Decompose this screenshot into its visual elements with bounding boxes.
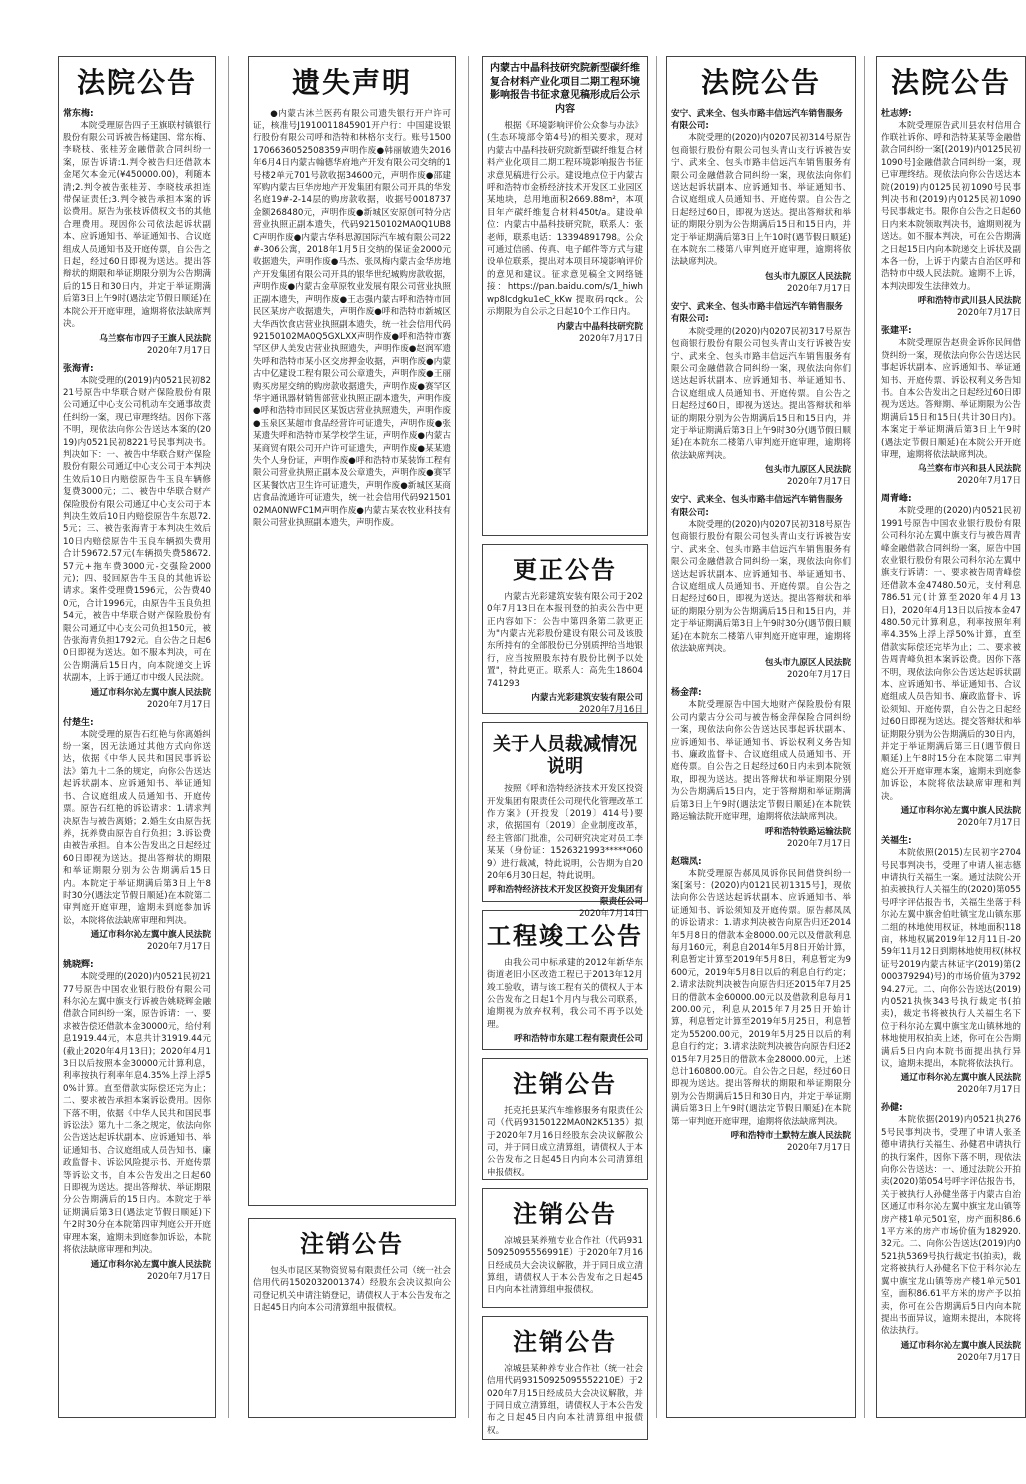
notice-addressee: 杨金萍: <box>671 688 702 699</box>
court-notices-column-5 <box>876 56 1026 1418</box>
column-divider <box>228 56 229 1418</box>
col4-title: 法院公告 <box>700 66 821 99</box>
layoff-date: 2020年7月14日 <box>578 909 643 920</box>
cancel-notice-body: 托克托县某汽车维修服务有限责任公司（代码93150122MA0N2K5135）拟于2020年7月16日经股东会决议解散公司，并于同日成立清算组，请债权人于本公告发布之日起45日内向本公司清算组申报债权。 <box>487 1105 643 1178</box>
notice-addressee: 张海青: <box>63 363 94 374</box>
notice-body: 本院受理的(2020)内0207民初314号原告包商银行股份有限公司包头青山支行诉被告安宁、武来全、包头市路丰信远汽车销售服务有限公司金融借款合同纠纷一案，现依法向你们送达起诉状副本、应诉通知书、举证通知书、合议庭组成人员通知书、开庭传票。自公告之日起经过60日，即视为送达。提出答辩状和举证的期限分别为公告期满后15日和15日内，并定于举证期满后第3日上午10时(遇节假日顺延)在本院东二楼第八审判庭开庭审理，逾期将依法缺席判决。 <box>671 133 851 268</box>
notice-body: 本院受理的(2020)内0521民初1991号原告中国农业银行股份有限公司科尔沁左翼中旗支行与被告周青峰金融借款合同纠纷一案，原告中国农业银行股份有限公司科尔沁左翼中旗支行诉请：一、要求被告周青峰偿还借款本金47480.50元，支付利息786.51元(计算至2020年4月13日)，2020年4月13日以后按本金47480.50元计算利息，利率按照年利率4.35%上浮上浮50%计算，直至借款实际偿还完毕为止；二、要求被告周青峰负担本案诉讼费。因你下落不明，现依法向你公告送达起诉状副本、应诉通知书、举证通知书、合议庭组成人员告知书、廉政监督卡、诉讼须知、开庭传票，自公告之日起经过60日即视为送达。提交答辩状和举证期限分别为公告期满后的30日内，并定于举证期满后第三日(遇节假日顺延)上午8时15分在本院第二审判庭公开开庭审理本案，逾期未到庭参加诉讼，本院将依法缺席审理和判决。 <box>881 506 1021 802</box>
notice-court: 通辽市科尔沁左翼中旗人民法院 <box>90 687 211 698</box>
col5-title: 法院公告 <box>890 66 1011 99</box>
notice-body: 本院受理原告郝凤凤诉你民间借贷纠纷一案[案号：(2020)内0121民初1315号]，现依法向你公告送达起诉状副本、应诉通知书、举证通知书、诉讼须知及开庭传票。原告郝凤凤的诉讼请求：1.请求判决被告向原告归还2014年5月8日的借款本金8000.00元以及借款利息每月160元，利息自2014年5月8日开始计算，利息暂定计算至2019年5月8日，利息暂定为9600元，2019年5月8日以后的利息自行约定；2.请求法院判决被告向原告归还2015年7月25日的借款本金60000.00元以及借款利息每月1200.00元，利息从2015年7月25日开始计算，利息暂定计算至2019年5月25日，利息暂定为55200.00元，2019年5月25日以后的利息自行约定；3.请求法院判决被告向原告归还2015年7月25日的借款本金28000.00元，上述总计160800.00元。自公告之日起，经过60日即视为送达。提出答辩状的期限和举证期限分别为公告期满后15日和30日内，并定于举证期满后第3日上午9时(遇法定节假日顺延)在本院第一审判庭开庭审理，逾期将依法缺席判决。 <box>671 868 851 1127</box>
correction-date: 2020年7月16日 <box>578 705 643 716</box>
column-divider <box>864 56 865 1418</box>
col1-notice <box>63 959 211 1282</box>
notice-addressee: 安宁、武来全、包头市路丰信远汽车销售服务有限公司: <box>671 301 843 325</box>
column-divider <box>468 56 469 1418</box>
notice-date: 2020年7月17日 <box>786 477 851 488</box>
notice-court: 乌兰察布市四子王旗人民法院 <box>99 333 211 344</box>
correction-body: 内蒙古光彩建筑安装有限公司于2020年7月13日在本报刊登的拍卖公告中更正内容如下：公告中第四条第二款更正为"内蒙古光彩股份建设有限公司及该股东所持有的全部股份已分别质押给当地银行，应当按照股东持有股份比例予以处置"，特此更正。联系人：高先生18604741293 <box>487 591 643 689</box>
notice-addressee: 安宁、武来全、包头市路丰信远汽车销售服务有限公司: <box>671 108 843 131</box>
col5-notice <box>881 835 1021 1096</box>
layoff-notice-box <box>482 722 648 920</box>
notice-court: 包头市九原区人民法院 <box>765 465 851 476</box>
col1-notice <box>63 717 211 954</box>
notice-addressee: 常东梅: <box>63 108 94 119</box>
notice-body: 本院受理原告赵贵金诉你民间借贷纠纷一案，现依法向你公告送达民事起诉状副本、应诉通知书、举证通知书、开庭传票、诉讼权利义务告知书。自本公告发出之日起经过60日即视为送达。答辩期、举证期限为公告期满后15日和15日(共计30日内)。本案定于举证期满后第3日上午9时(遇法定节假日顺延)在本院公开开庭审理，逾期将依法缺席判决。 <box>881 338 1021 460</box>
court-notices-column-1 <box>58 56 216 1418</box>
notice-body: 本院受理的(2020)内0207民初317号原告包商银行股份有限公司包头青山支行诉被告安宁、武来全、包头市路丰信远汽车销售服务有限公司金融借款合同纠纷一案，现依法向你们送达起诉状副本、应诉通知书、举证通知书、合议庭组成人员通知书、开庭传票。自公告之日起经过60日，即视为送达。提出答辩状和举证的期限分别为公告期满后15日和15日内，并定于举证期满后第3日上午9时30分(遇节假日顺延)在本院东二楼第八审判庭开庭审理，逾期将依法缺席判决。 <box>671 326 851 461</box>
notice-addressee: 孙健: <box>881 1103 903 1114</box>
eia-notice-box <box>482 56 648 536</box>
notice-court: 呼和浩特市武川县人民法院 <box>917 296 1021 307</box>
notice-date: 2020年7月17日 <box>956 1352 1021 1363</box>
notice-body: 本院受理的(2020)内0207民初318号原告包商银行股份有限公司包头青山支行诉被告安宁、武来全、包头市路丰信远汽车销售服务有限公司金融借款合同纠纷一案，现依法向你们送达起诉状副本、应诉通知书、举证通知书、合议庭组成人员通知书、开庭传票。自公告之日起经过60日，即视为送达。提出答辩状和举证的期限分别为公告期满后15日和15日内，并定于举证期满后第3日上午9时30分(遇节假日顺延)在本院东二楼第八审判庭开庭审理，逾期将依法缺席判决。 <box>671 519 851 655</box>
lost-statements-column <box>248 56 456 1418</box>
notice-date: 2020年7月17日 <box>146 699 211 710</box>
cancel-notice-box <box>482 1188 648 1308</box>
notice-body: 本院受理原告中国大地财产保险股份有限公司内蒙古分公司与被告杨金萍保险合同纠纷一案，现依法向你公告送达民事起诉状副本、应诉通知书、举证通知书、诉讼权利义务告知书、廉政监督卡、合议庭组成人员通知书、开庭传票。自公告之日起经过60日内未到本院领取，即视为送达。提出答辩状和举证期限分别为公告期满后15日内，定于答辩期和举证期满后第3日上午9时(遇法定节假日顺延)在本院铁路运输法院开庭审理，逾期将依法缺席判决。 <box>671 700 851 823</box>
notice-court: 通辽市科尔沁左翼中旗人民法院 <box>900 1073 1021 1084</box>
eia-notice-org: 内蒙古中晶科技研究院 <box>557 321 643 332</box>
notice-body: 本院依据(2019)内0521执2765号民事判决书，受理了申请人张圣德申请执行关福生、孙健君申请执行的执行案件，因你下落不明，现依法向你公告送达：一、通过法院公开拍卖(2020)第054号呼字评估报告书，关于被执行人孙健坐落于内蒙古自治区通辽市科尔沁左翼中旗宝龙山镇等房产楼1单元501室，房产面积86.61平方米的房产市场价值为182920.32元。二、向你公告送达(2019)内0521执5369号执行裁定书(拍卖)，裁定将被执行人孙健名下位于科尔沁左翼中旗宝龙山镇等房产楼1单元501室，面积86.61平方米的房产予以拍卖，你可在公告期满后5日内向本院提出书面异议，逾期未提出，本院将依法执行。 <box>881 1115 1021 1337</box>
lost-statement-box <box>248 56 456 1206</box>
notice-date: 2020年7月17日 <box>956 476 1021 487</box>
eia-notice-body: 根据《环境影响评价公众参与办法》(生态环境部令第4号)的相关要求，现对内蒙古中晶科技研究院新型碳纤维复合材料产业化项目二期工程环境影响报告书征求意见稿进行公示。建设地点位于内蒙古呼和浩特市金桥经济技术开发区工业园区某地块，总用地面积2669.88m²，本项目年产碳纤维复合材料450t/a。建设单位：内蒙古中晶科技研究院，联系人：张老师，联系电话：13394891798。公众可通过信函、传真、电子邮件等方式与建设单位联系，提出对本项目环境影响评价的意见和建议。征求意见稿全文网络链接：https://pan.baidu.com/s/1_hiwhwp8Icdgku1eC_kKw 提取码rqck。公示期限为自公示之日起10个工作日内。 <box>487 121 643 318</box>
eia-notice-date: 2020年7月17日 <box>578 333 643 344</box>
cancel-notice-body: 凉城县某养殖专业合作社（代码93150925095556991E）于2020年7月16日经成员大会决议解散，并于同日成立清算组，请债权人于本公告发布之日起45日内向本社清算组申报债权。 <box>487 1235 643 1296</box>
col4-notice <box>671 108 851 295</box>
col1-notice <box>63 363 211 711</box>
completion-title: 工程竣工公告 <box>487 922 643 950</box>
col1-notice <box>63 108 211 357</box>
notice-court: 通辽市科尔沁左翼中旗人民法院 <box>900 1340 1021 1351</box>
notice-body: 本院受理的原告石红艳与你离婚纠纷一案，因无法通过其他方式向你送达，依据《中华人民共和国民事诉讼法》第九十二条的规定，向你公告送达起诉状副本、应诉通知书、举证通知书、合议庭组成人员通知书、开庭传票。原告石红艳的诉讼请求：1.请求判决原告与被告离婚；2.婚生女由原告抚养，抚养费由原告自行负担；3.诉讼费由被告承担。自本公告发出之日起经过60日即视为送达。提出答辩状的期限和举证期限分别为公告期满后15日内。本院定于举证期满后第3日上午8时30分(遇法定节假日顺延)在本院第二审判庭开庭审理，逾期未到庭参加诉讼，本院将依法缺席审理和判决。 <box>63 729 211 926</box>
col4-notice <box>671 301 851 488</box>
cancel-notice-title: 注销公告 <box>513 1200 617 1228</box>
misc-notices-column <box>482 56 648 1436</box>
cancel-notice-title: 注销公告 <box>513 1070 617 1098</box>
col4-notice <box>671 494 851 681</box>
notice-date: 2020年7月17日 <box>146 1271 211 1282</box>
notice-body: 本院依照(2015)左民初字2704号民事判决书，受理了申请人崔志德申请执行关福生一案。通过法院公开拍卖被执行人关福生的(2020)第055号呼字评估报告书，关福生坐落于科尔沁左翼中旗舍伯吐镇宝龙山镇东那二组的林地使用权证，林地面积118亩，林地权属2019年12月11日-2059年11月12日到期林地使用权(林权证号2019内蒙古林证字(2019)第(2000379294)号)的市场价值为379294.27元。二、向你公告送达(2019)内0521执恢343号执行裁定书(拍卖)，裁定书将被执行人关福生名下位于科尔沁左翼中旗宝龙山镇林地的林地使用权拍卖上述，你可在公告期满后5日内向本院书面提出执行异议，逾期未提出，本院将依法执行。 <box>881 848 1021 1069</box>
col4-notice <box>671 856 851 1155</box>
notice-addressee: 关福生: <box>881 836 912 847</box>
col5-notice <box>881 108 1021 320</box>
layoff-org: 呼和浩特经济技术开发区投资开发集团有限责任公司 <box>488 885 643 908</box>
notice-addressee: 张建平: <box>881 326 912 337</box>
cancel-notice-title: 注销公告 <box>513 1328 617 1356</box>
cancel-notice-body: 凉城县某种养专业合作社（统一社会信用代码93150925095552210E）于2020年7月15日经成员大会决议解散，并于同日成立清算组，请债权人于本公告发布之日起45日内向本社清算组申报债权。 <box>487 1363 643 1436</box>
notice-date: 2020年7月17日 <box>146 942 211 953</box>
notice-date: 2020年7月17日 <box>956 1085 1021 1096</box>
completion-notice-box <box>482 910 648 1050</box>
correction-notice-box <box>482 544 648 714</box>
notice-court: 呼和浩特市土默特左旗人民法院 <box>730 1131 851 1142</box>
col5-notice <box>881 493 1021 829</box>
notice-court: 呼和浩特铁路运输法院 <box>765 826 851 837</box>
cancel-notice-box <box>482 1316 648 1440</box>
notice-addressee: 安宁、武来全、包头市路丰信远汽车销售服务有限公司: <box>671 495 843 518</box>
notice-court: 通辽市科尔沁左翼中旗人民法院 <box>90 1259 211 1270</box>
notice-date: 2020年7月17日 <box>786 838 851 849</box>
notice-court: 包头市九原区人民法院 <box>765 658 851 669</box>
col4-notice <box>671 687 851 849</box>
correction-org: 内蒙古光彩建筑安装有限公司 <box>531 693 643 704</box>
notice-court: 乌兰察布市兴和县人民法院 <box>917 464 1021 475</box>
newspaper-page <box>58 56 1021 1436</box>
notice-court: 通辽市科尔沁左翼中旗人民法院 <box>90 930 211 941</box>
lost-statement-title: 遗失声明 <box>291 66 412 99</box>
correction-title: 更正公告 <box>513 556 617 584</box>
notice-body: 本院受理的(2019)内0521民初8221号原告中华联合财产保险股份有限公司通辽中心支公司机动车交通事故责任纠纷一案，现已审理终结。因你下落不明，现依法向你公告送达本案的(2019)内0521民初8221号民事判决书。判决如下：一、被告中华联合财产保险股份有限公司通辽中心支公司于本判决生效后10日内赔偿原告牛玉良车辆修复费3000元；二、被告中华联合财产保险股份有限公司通辽中心支公司于本判决生效后10日内赔偿原告牛东恩72.5元；三、被告张海青于本判决生效后10日内赔偿原告牛玉良车辆损失费用合计59672.57元(车辆损失费58672.57元+拖车费3000元-交强险2000元)；四、驳回原告牛玉良的其他诉讼请求。案件受理费1596元，公告费400元，合计1996元，由原告牛玉良负担54元，被告中华联合财产保险股份有限公司通辽中心支公司负担150元，被告张海青负担1792元。自公告之日起60日即视为送达。如不服本判决，可在公告期满后15日内，向本院递交上诉状副本，上诉于通辽市中级人民法院。 <box>63 375 211 684</box>
lost-statement-body: ●内蒙古沐兰医药有限公司遗失银行开户许可证，核准号J1910011845901开户行：中国建设银行股份有限公司呼和浩特和林格尔支行。账号15001706636052508359声明作废●韩丽敏遗失2016年6月4日内蒙古翰德华府地产开发有限公司交纳的1号楼2单元701号款收据34600元，声明作废●邵建军购内蒙古巨华房地产开发集团有限公司开具的华发名庭19#-2-14层的购房款收据，收据号0018737金额268480元，声明作废●新城区安原创可特分店营业执照正副本遗失，代码92150102MA0Q1UB8C声明作废●内蒙古华科思源国际汽车城有限公司22#-306公寓，2018年1月5日交纳的保证金2000元收据遗失，声明作废●马杰、张凤梅内蒙古金华房地产开发集团有限公司开具的银华世纪城购房款收据，声明作废●内蒙古金草原牧业发展有限公司营业执照正副本遗失，声明作废●王志强内蒙古呼和浩特市回民区某房产收据遗失，声明作废●呼和浩特市新城区大华西饮食店营业执照副本遗失，统一社会信用代码92150102MA0Q5GXLXX声明作废●呼和浩特市赛罕区伊人美发店营业执照遗失，声明作废●赵润军遗失呼和浩特市某小区交房押金收据，声明作废●内蒙古中亿建设工程有限公司公章遗失，声明作废●王丽购买房屋交纳的购房款收据遗失，声明作废●赛罕区华宇通讯器材销售部营业执照正副本遗失，声明作废●呼和浩特市回民区某饭店营业执照遗失，声明作废●玉泉区某超市食品经营许可证遗失，声明作废●张某遗失呼和浩特市某学校学生证，声明作废●内蒙古某商贸有限公司开户许可证遗失，声明作废●某某遗失个人身份证，声明作废●呼和浩特市某装饰工程有限公司营业执照正副本及公章遗失，声明作废●赛罕区某餐饮店卫生许可证遗失，声明作废●新城区某商店食品流通许可证遗失，统一社会信用代码92150102MA0NWFC1M声明作废●内蒙古某农牧业科技有限公司营业执照副本遗失，声明作废。 <box>253 108 451 528</box>
notice-date: 2020年7月17日 <box>146 345 211 356</box>
notice-body: 本院受理原告武川县农村信用合作联社诉你、呼和浩特某某等金融借款合同纠纷一案[(2019)内0125民初1090号]金融借款合同纠纷一案，现已审理终结。现依法向你公告送达本院(2019)内0125民初1090号民事判决书和(2019)内0125民初1090号民事裁定书。限你自公告之日起60日内来本院领取判决书，逾期则视为送达。如不服本判决，可在公告期满之日起15日内向本院递交上诉状及副本各一份，上诉于内蒙古自治区呼和浩特市中级人民法院。逾期不上诉，本判决即发生法律效力。 <box>881 120 1021 292</box>
notice-court: 包头市九原区人民法院 <box>765 271 851 282</box>
notice-date: 2020年7月17日 <box>786 670 851 681</box>
notice-date: 2020年7月17日 <box>786 1143 851 1154</box>
notice-date: 2020年7月17日 <box>786 283 851 294</box>
cancel-notice-body: 包头市昆区某物资贸易有限责任公司（统一社会信用代码1502032001374）经股东会决议拟向公司登记机关申请注销登记，请债权人于本公告发布之日起45日内向本公司清算组申报债权。 <box>253 1265 451 1314</box>
notice-addressee: 杜志婷: <box>881 108 912 119</box>
col1-title: 法院公告 <box>76 66 197 99</box>
eia-notice-title: 内蒙古中晶科技研究院新型碳纤维复合材料产业化项目二期工程环境影响报告书征求意见稿形成后公示内容 <box>490 63 640 115</box>
layoff-title: 关于人员裁减情况说明 <box>493 734 637 777</box>
notice-date: 2020年7月17日 <box>956 308 1021 319</box>
notice-addressee: 姚晓辉: <box>63 960 94 971</box>
column-divider <box>656 56 657 1418</box>
notice-addressee: 周青峰: <box>881 494 912 505</box>
col5-notice <box>881 325 1021 487</box>
cancel-notice-box <box>248 1218 456 1418</box>
col5-notice <box>881 1102 1021 1363</box>
notice-addressee: 付楚生: <box>63 717 94 728</box>
notice-body: 本院受理的(2020)内0521民初2177号原告中国农业银行股份有限公司科尔沁左翼中旗支行诉被告姚晓辉金融借款合同纠纷一案，原告诉请：一、要求被告偿还借款本金30000元，给付利息1919.44元，本息共计31919.44元(截止2020年4月13日)；2020年4月13日以后按照本金30000元计算利息，利率按执行利率年息4.35%上浮上浮50%计算。直至借款实际偿还完为止；二、要求被告承担本案诉讼费用。因你下落不明，依据《中华人民共和国民事诉讼法》第九十二条之规定，依法向你公告送达起诉状副本、应诉通知书、举证通知书、合议庭组成人员告知书、廉政监督卡、诉讼风险提示书、开庭传票等诉讼文书，自本公告发出之日起60日即视为送达。提出答辩状、举证期限分公告期满后的15日内。本院定于举证期满后第3日(遇法定节假日顺延)下午2时30分在本院第四审判庭公开开庭审理本案，逾期未到庭参加诉讼，本院将依法缺席审理和判决。 <box>63 972 211 1256</box>
notice-court: 通辽市科尔沁左翼中旗人民法院 <box>900 806 1021 817</box>
notice-date: 2020年7月17日 <box>956 818 1021 829</box>
cancel-notice-title: 注销公告 <box>300 1230 404 1258</box>
notice-body: 本院受理原告四子王旗联村镇银行股份有限公司诉被告杨建国、常东梅、李晓枝、张桂芳金融借款合同纠纷一案，原告诉请:1.判令被告归还借款本金尾欠本金元(¥450000.00)，利随本清;2.判令被告张桂芳、李晓枝承担连带保证责任;3.判令被告承担本案的诉讼费用。原告为张枝诉债权文书的其他合理费用。现因你公司依法起诉状副本、应诉通知书、举证通知书、合议庭组成人员通知书及开庭传票，自公告之日起，经过60日即视为送达。提出答辩状的期限和举证期限分别为公告期满后的15日和30日内，并定于举证期满后第3日上午9时(遇法定节假日顺延)在本院公开开庭审理，逾期将依法缺席判决。 <box>63 120 211 330</box>
notice-addressee: 赵瑞凤: <box>671 856 702 867</box>
completion-body: 由我公司中标承建的2012年新华东街道老旧小区改造工程已于2013年12月竣工验收，请与该工程有关的债权人于本公告发布之日起1个月内与我公司联系，逾期视为放弃权利，我公司不再予以处理。 <box>487 957 643 1030</box>
layoff-body: 按照《呼和浩特经济技术开发区投资开发集团有限责任公司现代化管理改革工作方案》(开投发〔2019〕414号)要求，依据国有〔2019〕企业制度改革，经主管部门批准，公司研究决定对员工李某某（身份证：1526321993*****0609）进行裁减，特此说明，公告期为自2020年6月30日起，特此说明。 <box>487 784 643 882</box>
cancel-notice-box <box>482 1058 648 1180</box>
court-notices-column-4 <box>666 56 856 1418</box>
completion-org: 呼和浩特市东建工程有限责任公司 <box>514 1034 643 1045</box>
